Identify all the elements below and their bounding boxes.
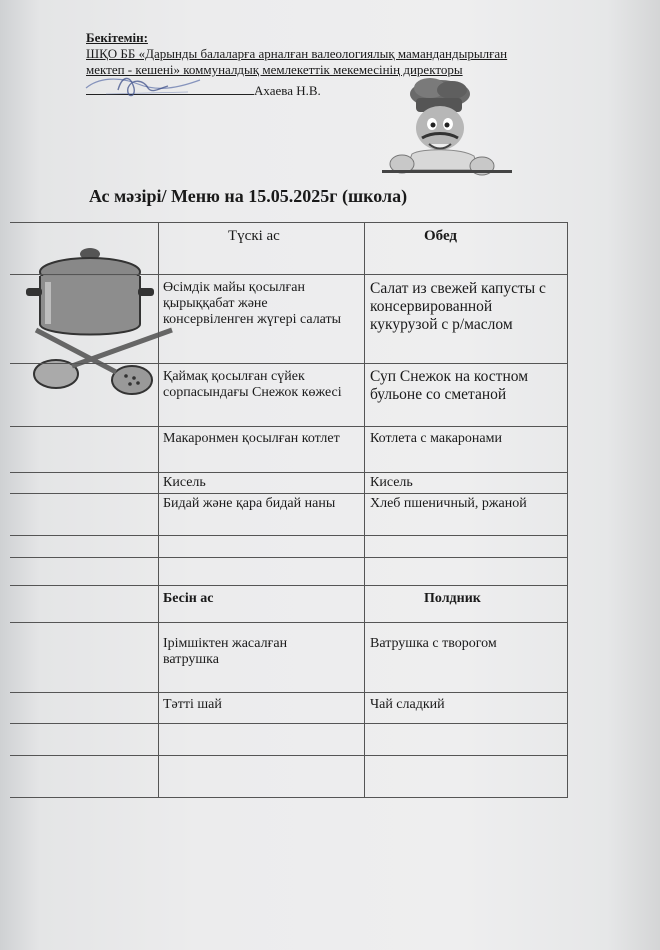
ladles-icon <box>34 330 172 394</box>
snack-header-kz: Бесін ас <box>163 591 214 606</box>
lunch-item-ru: Хлеб пшеничный, ржаной <box>370 496 527 511</box>
snack-item-kz: Тәтті шай <box>163 697 222 712</box>
table-row-line <box>10 723 567 724</box>
table-border-middle <box>364 222 365 798</box>
table-row-line <box>10 622 567 623</box>
snack-item-kz: Ірімшіктен жасалған ватрушка <box>163 636 288 667</box>
snack-item-ru: Чай сладкий <box>370 697 445 712</box>
approval-title: Бекітемін: <box>86 30 148 45</box>
lunch-header-ru: Обед <box>424 228 458 244</box>
director-name: Ахаева Н.В. <box>254 83 321 98</box>
table-row-line <box>10 493 567 494</box>
table-row-line <box>10 797 567 798</box>
lunch-item-kz: Өсімдік майы қосылған қырыққабат және консервіленген жүгері салаты <box>163 280 342 327</box>
lunch-header-kz: Түскі ас <box>228 228 280 244</box>
table-row-line <box>10 426 567 427</box>
table-row-line <box>10 222 567 223</box>
snack-header-ru: Полдник <box>424 591 481 606</box>
table-row-line <box>10 585 567 586</box>
menu-title: Ас мәзірі/ Меню на 15.05.2025г (школа) <box>89 186 408 206</box>
lunch-item-ru: Котлета с макаронами <box>370 431 502 446</box>
signature-stamp-icon <box>78 58 208 116</box>
lunch-item-kz: Бидай және қара бидай наны <box>163 496 336 511</box>
lunch-item-kz: Макаронмен қосылған котлет <box>163 431 340 446</box>
table-row-line <box>10 557 567 558</box>
approval-org-line1: ШҚО ББ «Дарынды балаларға арналған валеологиялық мамандандырылған <box>86 46 508 61</box>
snack-item-ru: Ватрушка с творогом <box>370 636 497 651</box>
table-row-line <box>10 755 567 756</box>
table-border-left <box>158 222 159 798</box>
table-row-line <box>10 472 567 473</box>
lunch-item-kz: Кисель <box>163 475 206 490</box>
lunch-item-ru: Салат из свежей капусты с консервированной кукурузой с р/маслом <box>370 280 546 333</box>
table-row-line <box>10 535 567 536</box>
table-border-right <box>567 222 568 798</box>
lunch-item-kz: Қаймақ қосылған сүйек сорпасындағы Снежок көжесі <box>163 369 342 400</box>
table-row-line <box>10 692 567 693</box>
table-row-line <box>10 274 567 275</box>
chef-icon <box>382 78 512 183</box>
lunch-item-ru: Кисель <box>370 475 413 490</box>
table-row-line <box>10 363 567 364</box>
approval-org-line2: мектеп - кешені» коммуналдық мемлекеттік мекемесінің директоры <box>86 62 463 77</box>
lunch-item-ru: Суп Снежок на костном бульоне со сметаной <box>370 368 529 403</box>
